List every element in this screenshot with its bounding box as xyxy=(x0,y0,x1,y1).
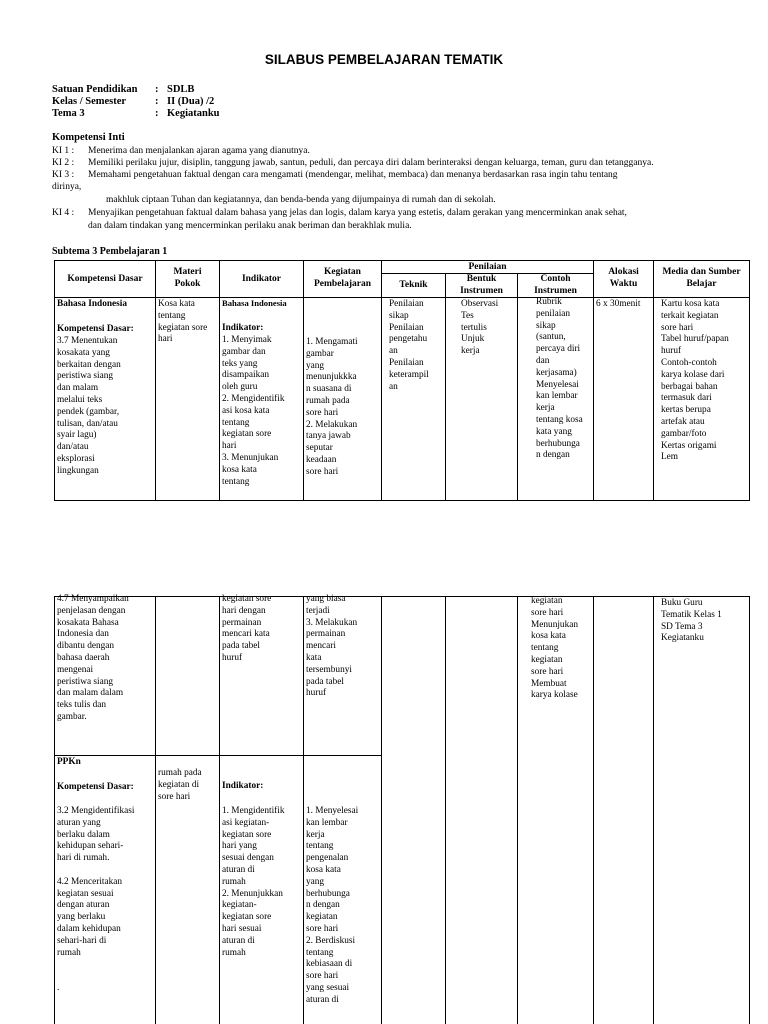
kd-label-ppkn: Kompetensi Dasar: xyxy=(57,782,134,792)
header-penilaian: Penilaian xyxy=(468,262,507,272)
media-list: Kartu kosa kata terkait kegiatan sore hari Tabel huruf/papan huruf Contoh-contoh karya kolase dari berbagai bahan termasuk dari kertas berupa artefak atau gambar/foto Kertas origami Lem xyxy=(661,299,729,463)
header-materi-pokok: Materi Pokok xyxy=(173,267,202,289)
ki-2-code: KI 2 : xyxy=(52,158,75,168)
kd-subject: Bahasa Indonesia xyxy=(57,299,128,309)
ki-4-text-cont: dan dalam tindakan yang mencerminkan perilaku anak beriman dan berakhlak mulia. xyxy=(88,221,412,231)
kegiatan-list-cont: yang biasa terjadi 3. Melakukan permainan mencari kata tersembunyi pada tabel huruf xyxy=(306,594,358,699)
header-indikator: Indikator xyxy=(241,274,282,284)
kd-3-7-text: 3.7 Menentukan kosakata yang berkaitan dengan peristiwa siang dan malam melalui teks pendek (gambar, tulisan, dan/atau syair lagu) dan/atau eksplorasi lingkungan xyxy=(57,336,121,476)
kegiatan-list-ppkn: 1. Menyelesai kan lembar kerja tentang pengenalan kosa kata yang berhubunga n dengan kegiatan sore hari 2. Berdiskusi tentang kebiasaan di sore hari yang sesuai aturan di xyxy=(306,806,359,1005)
header-kegiatan: Kegiatan Pembelajaran xyxy=(314,267,371,289)
header-kompetensi-dasar: Kompetensi Dasar xyxy=(67,274,143,284)
bentuk-instrumen: Observasi Tes tertulis Unjuk kerja xyxy=(461,299,499,357)
ki-3-text: Memahami pengetahuan faktual dengan cara mengamati (mendengar, melihat, membaca) dan menanya berdasarkan rasa ingin tahu tentang xyxy=(88,170,618,180)
kd-label: Kompetensi Dasar: xyxy=(57,324,134,334)
ki-1-code: KI 1 : xyxy=(52,146,75,156)
indikator-subject: Bahasa Indonesia xyxy=(222,298,287,308)
ki-4-text: Menyajikan pengetahuan faktual dalam bahasa yang jelas dan logis, dalam karya yang estetis, dalam gerakan yang mencerminkan anak sehat, xyxy=(88,208,627,218)
ki-3-text-cont: dirinya, xyxy=(52,182,82,192)
indikator-list: 1. Menyimak gambar dan teks yang disampaikan oleh guru 2. Mengidentifik asi kosa kata tentang kegiatan sore hari 3. Menunjukan kosa kata tentang xyxy=(222,335,285,487)
page-title: SILABUS PEMBELAJARAN TEMATIK xyxy=(264,52,504,67)
teknik-list: Penilaian sikap Penilaian pengetahu an Penilaian keterampil an xyxy=(389,299,429,392)
kd-4-7-text: 4.7 Menyampaikan penjelasan dengan kosakata Bahasa Indonesia dan dibantu dengan bahasa daerah mengenai peristiwa siang dan malam dalam teks tulis dan gambar. xyxy=(57,594,129,722)
header-bentuk-instrumen: Bentuk Instrumen xyxy=(460,274,503,296)
header-alokasi-waktu: Alokasi Waktu xyxy=(608,267,639,289)
indikator-list-cont: kegiatan sore hari dengan permainan mencari kata pada tabel huruf xyxy=(222,594,272,663)
materi-pokok-ppkn: rumah pada kegiatan di sore hari xyxy=(158,768,202,802)
ki-1-text: Menerima dan menjalankan ajaran agama yang dianutnya. xyxy=(88,146,310,156)
indikator-list-ppkn: 1. Mengidentifik asi kegiatan- kegiatan sore hari yang sesuai dengan aturan di rumah 2. Menunjukkan kegiatan- kegiatan sore hari sesuai aturan di rumah xyxy=(222,806,285,958)
ki-heading: Kompetensi Inti xyxy=(52,132,125,143)
kd-3-2-4-2-text: 3.2 Mengidentifikasi aturan yang berlaku dalam kehidupan sehari- hari di rumah. 4.2 Menceritakan kegiatan sesuai dengan aturan yang berlaku dalam kehidupan sehari-hari di rumah . xyxy=(57,806,135,993)
subtema-heading: Subtema 3 Pembelajaran 1 xyxy=(52,246,168,257)
indikator-label-ppkn: Indikator: xyxy=(222,781,264,791)
contoh-instrumen: Rubrik penilaian sikap (santun, percaya diri dan kerjasama) Menyelesai kan lembar kerja tentang kosa kata yang berhubunga n dengan xyxy=(536,297,583,461)
header-contoh-instrumen: Contoh Instrumen xyxy=(534,274,577,296)
alokasi-waktu: 6 x 30menit xyxy=(596,299,641,309)
ki-2-text: Memiliki perilaku jujur, disiplin, tanggung jawab, santun, peduli, dan percaya diri dalam berinteraksi dengan keluarga, teman, guru dan tetangganya. xyxy=(88,158,654,168)
materi-pokok: Kosa kata tentang kegiatan sore hari xyxy=(158,299,208,345)
kd-subject-ppkn: PPKn xyxy=(57,757,81,767)
ki-3-code: KI 3 : xyxy=(52,170,75,180)
ki-4-code: KI 4 : xyxy=(52,208,75,218)
indikator-label: Indikator: xyxy=(222,323,264,333)
header-teknik: Teknik xyxy=(399,280,428,290)
contoh-instrumen-cont: kegiatan sore hari Menunjukan kosa kata tentang kegiatan sore hari Membuat karya kolase xyxy=(531,596,578,701)
media-list-cont: Buku Guru Tematik Kelas 1 SD Tema 3 Kegiatanku xyxy=(661,598,722,644)
kegiatan-list: 1. Mengamati gambar yang menunjukkka n suasana di rumah pada sore hari 2. Melakukan tanya jawab seputar keadaan sore hari xyxy=(306,337,358,477)
header-media-sumber: Media dan Sumber Belajar xyxy=(662,267,741,289)
ki-3-text-cont2: makhluk ciptaan Tuhan dan kegiatannya, dan benda-benda yang dijumpainya di rumah dan di sekolah. xyxy=(106,195,496,205)
